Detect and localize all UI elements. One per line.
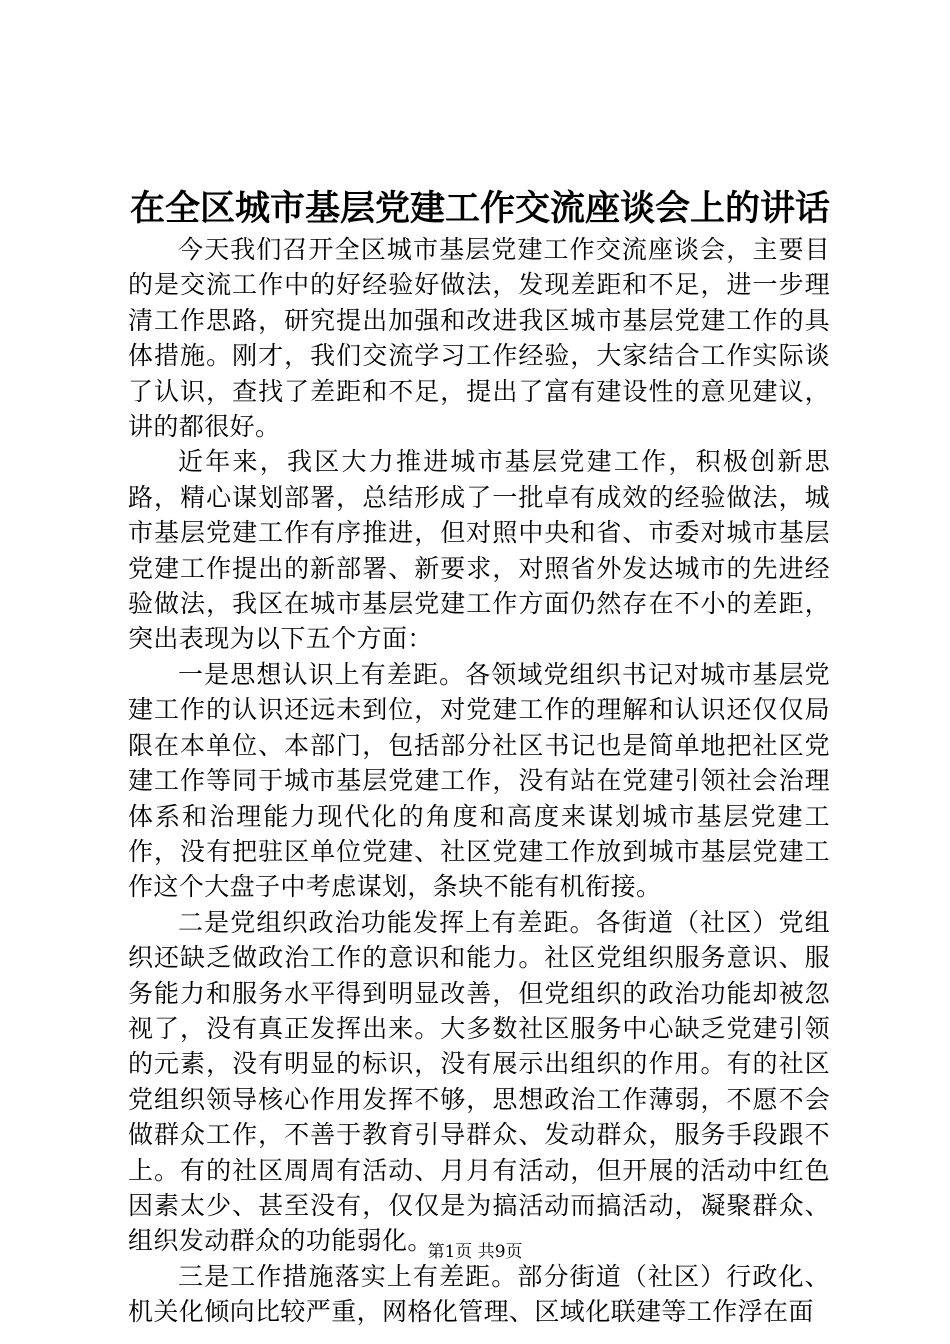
page-number-indicator: 第1页 共9页 xyxy=(427,1242,523,1262)
page-footer xyxy=(0,1240,950,1264)
paragraph: 今天我们召开全区城市基层党建工作交流座谈会，主要目的是交流工作中的好经验好做法，发现差距和不足，进一步理清工作思路，研究提出加强和改进我区城市基层党建工作的具体措施。刚才，我们交流学习工作经验，大家结合工作实际谈了认识，查找了差距和不足，提出了富有建设性的意见建议，讲的都很好。 xyxy=(128,235,830,442)
document-title: 在全区城市基层党建工作交流座谈会上的讲话 xyxy=(129,188,830,229)
paragraph: 一是思想认识上有差距。各领域党组织书记对城市基层党建工作的认识还远未到位，对党建工作的理解和认识还仅仅局限在本单位、本部门，包括部分社区书记也是简单地把社区党建工作等同于城市基层党建工作，没有站在党建引领社会治理体系和治理能力现代化的角度和高度来谋划城市基层党建工作，没有把驻区单位党建、社区党建工作放到城市基层党建工作这个大盘子中考虑谋划，条块不能有机衔接。 xyxy=(128,659,830,902)
document-body xyxy=(128,232,830,1330)
paragraph: 近年来，我区大力推进城市基层党建工作，积极创新思路，精心谋划部署，总结形成了一批卓有成效的经验做法，城市基层党建工作有序推进，但对照中央和省、市委对城市基层党建工作提出的新部署、新要求，对照省外发达城市的先进经验做法，我区在城市基层党建工作方面仍然存在不小的差距，突出表现为以下五个方面： xyxy=(128,447,830,654)
paragraph: 二是党组织政治功能发挥上有差距。各街道（社区）党组织还缺乏做政治工作的意识和能力。社区党组织服务意识、服务能力和服务水平得到明显改善，但党组织的政治功能却被忽视了，没有真正发挥出来。大多数社区服务中心缺乏党建引领的元素，没有明显的标识，没有展示出组织的作用。有的社区党组织领导核心作用发挥不够，思想政治工作薄弱，不愿不会做群众工作，不善于教育引导群众、发动群众，服务手段跟不上。有的社区周周有活动、月月有活动，但开展的活动中红色因素太少、甚至没有，仅仅是为搞活动而搞活动，凝聚群众、组织发动群众的功能弱化。 xyxy=(128,907,830,1256)
paragraph: 三是工作措施落实上有差距。部分街道（社区）行政化、机关化倾向比较严重，网格化管理、区域化联建等工作浮在面 xyxy=(128,1261,830,1327)
